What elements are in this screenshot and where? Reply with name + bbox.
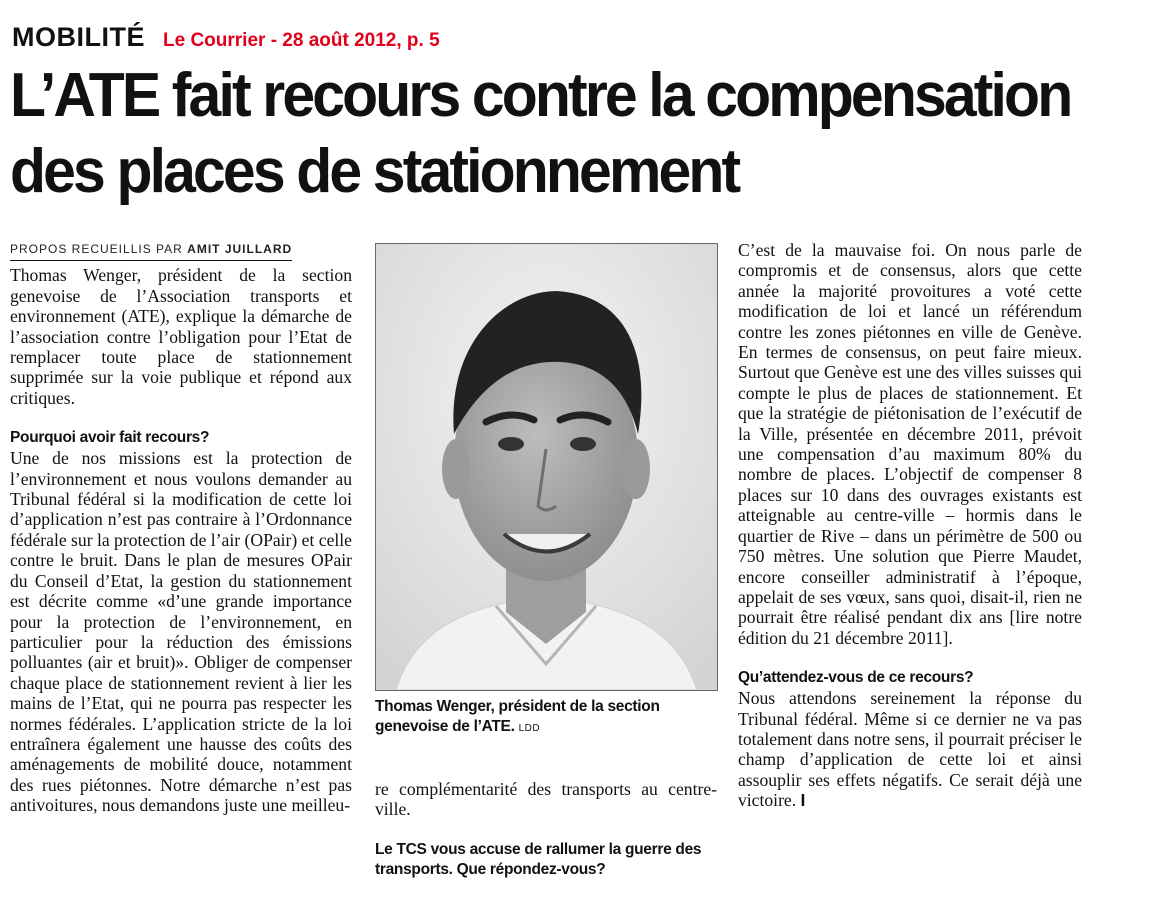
header-line — [12, 22, 440, 52]
headline — [10, 58, 1084, 210]
byline-prefix: PROPOS RECUEILLIS PAR — [10, 242, 183, 256]
photo-credit: LDD — [518, 723, 541, 734]
column-1 — [10, 237, 352, 816]
caption-text: Thomas Wenger, président de la section genevoise de l’ATE. — [375, 698, 660, 735]
answer-2: C’est de la mauvaise foi. On nous parle de compromis et de consensus, alors que cette année la majorité provoitures a voté cette modification de loi et lancé un référendum contre les zones piétonnes en ville de Genève. En termes de consensus, on peut faire mieux. Surtout que Genève est une des villes suisses qui compte le plus de places de stationnement. Et que la stratégie de piétonisation de l’exécutif de la Ville, présentée en décembre 2011, prévoit une compensation d’au maximum 80% du nombre de places. L’objectif de compenser 8 places sur 10 dans des ouvrages existants est atteignable au centre-ville – hormis dans le quartier de Rive – dans un périmètre de 500 ou 750 mètres. Une solution que Pierre Maudet, encore conseiller administratif à l’époque, appelait de ses vœux, sans quoi, disait-il, rien ne pourrait être réalisé pendant dix ans [lire notre édition du 21 décembre 2011]. — [738, 240, 1083, 648]
question-3: Qu’attendez-vous de ce recours? — [738, 669, 974, 687]
photo-caption — [375, 697, 717, 739]
question-1: Pourquoi avoir fait recours? — [10, 429, 210, 447]
section-label: MOBILITÉ — [12, 22, 145, 52]
question-2: Le TCS vous accuse de rallumer la guerre des transports. Que répondez-vous? — [375, 840, 702, 878]
answer-3-text: Nous attendons sereinement la réponse du Tribunal fédéral. Même si ce dernier ne va pas totalement dans notre sens, il pourrait préciser le champ d’application de cette loi et ainsi assouplir ses effets négatifs. Ce serait déjà une victoire. — [738, 688, 1082, 811]
portrait-image — [376, 244, 717, 690]
headline-line-1: L’ATE fait recours contre la compensation — [10, 61, 1071, 130]
portrait-photo — [375, 243, 718, 691]
answer-3 — [738, 688, 1082, 810]
lead-paragraph: Thomas Wenger, président de la section genevoise de l’Association transports et environnement (ATE), explique la démarche de l’association contre l’obligation pour l’Etat de remplacer toute place de stationnement supprimée sur la voie publique et répond aux critiques. — [10, 265, 352, 408]
headline-line-2: des places de stationnement — [10, 137, 739, 206]
answer-1-continued: re complémentarité des transports au centre-ville. — [375, 779, 717, 820]
answer-1: Une de nos missions est la protection de l’environnement et nous voulons demander au Tribunal fédéral si la modification de cette loi d’application n’est pas contraire à l’Ordonnance fédérale sur la protection de l’air (OPair) et celle contre le bruit. Dans le plan de mesures OPair du Conseil d’Etat, la gestion du stationnement est décrite comme «d’une grande importance pour la protection de l’environnement, en particulier pour la réduction des émissions polluantes (air et bruit)». Obliger de compenser chaque place de stationnement revient à lier les mains de l’Etat, qui ne pourra pas respecter les normes fédérales. L’application stricte de la loi entraînera également une hausse des coûts des aménagements de mobilité douce, notamment des rues piétonnes. Notre démarche n’est pas antivoitures, nous demandons juste une meilleu- — [10, 448, 352, 816]
source-citation: Le Courrier - 28 août 2012, p. 5 — [163, 30, 440, 51]
byline — [10, 239, 292, 261]
column-3 — [738, 240, 1082, 811]
column-2 — [375, 779, 717, 880]
end-mark: I — [800, 790, 806, 811]
byline-author: AMIT JUILLARD — [187, 242, 293, 256]
